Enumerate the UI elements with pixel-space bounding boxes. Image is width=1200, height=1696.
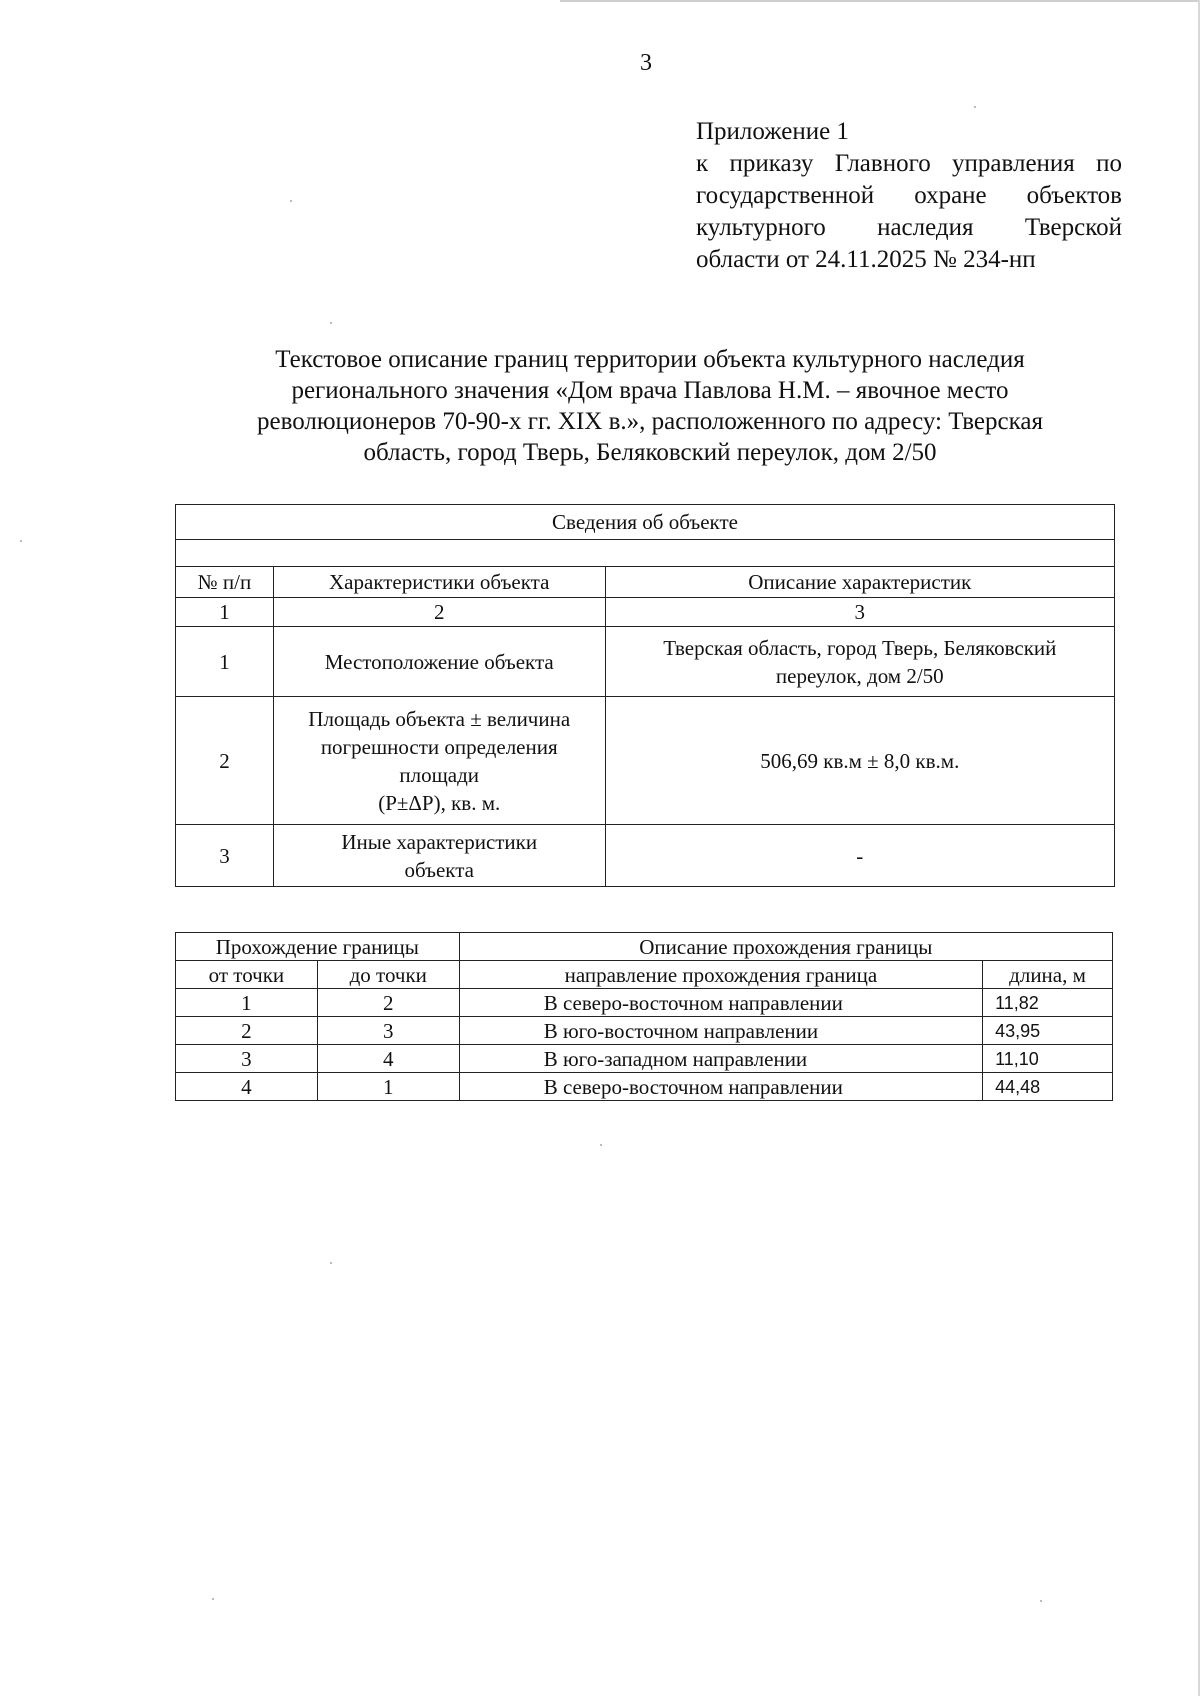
page-number: 3 — [640, 50, 652, 76]
to-point: 2 — [317, 989, 459, 1017]
appendix-line: области от 24.11.2025 № 234-нп — [696, 246, 1036, 273]
table-row — [176, 825, 1115, 887]
appendix-line: Приложение 1 — [696, 118, 849, 145]
group-header-passage: Прохождение границы — [176, 933, 460, 961]
table-row — [176, 697, 1115, 825]
direction: В северо-восточном направлении — [459, 1073, 982, 1101]
from-point: 3 — [176, 1045, 318, 1073]
direction: В юго-западном направлении — [459, 1045, 982, 1073]
cell-line: (Р±ΔР), кв. м. — [378, 790, 501, 815]
cell-line: объекта — [404, 857, 474, 882]
table-row — [176, 1017, 1113, 1045]
cell-line: погрешности определения — [320, 734, 558, 759]
row-characteristic — [273, 627, 605, 697]
cell-line: переулок, дом 2/50 — [775, 663, 944, 688]
title-line: область, город Тверь, Беляковский переулок, дом 2/50 — [363, 439, 937, 466]
row-number: 2 — [176, 697, 274, 825]
row-number: 3 — [176, 825, 274, 887]
column-header-length: длина, м — [983, 961, 1113, 989]
scan-speck — [330, 1262, 332, 1264]
scan-speck — [1040, 1600, 1042, 1602]
appendix-line: к приказу Главного управления по — [696, 150, 1122, 177]
title-line: революционеров 70-90-х гг. XIX в.», расположенного по адресу: Тверская — [257, 408, 1043, 435]
document-title — [200, 344, 1100, 468]
to-point: 3 — [317, 1017, 459, 1045]
appendix-line: культурного наследия Тверской — [696, 214, 1122, 241]
column-header-description: Описание характеристик — [605, 567, 1114, 598]
row-description — [605, 825, 1114, 887]
length: 43,95 — [983, 1017, 1113, 1045]
to-point: 1 — [317, 1073, 459, 1101]
table-row — [176, 1073, 1113, 1101]
object-info-table — [175, 504, 1115, 887]
column-number: 3 — [605, 598, 1114, 627]
length: 44,48 — [983, 1073, 1113, 1101]
appendix-line: государственной охране объектов — [696, 182, 1122, 209]
row-characteristic — [273, 697, 605, 825]
table-row — [176, 627, 1115, 697]
scan-top-edge — [560, 0, 1200, 2]
group-header-description: Описание прохождения границы — [459, 933, 1112, 961]
cell-line: Местоположение объекта — [324, 649, 554, 674]
row-characteristic — [273, 825, 605, 887]
scan-speck — [290, 200, 292, 202]
to-point: 4 — [317, 1045, 459, 1073]
column-number: 2 — [273, 598, 605, 627]
scan-speck — [600, 1144, 602, 1146]
cell-line: - — [856, 843, 864, 868]
direction: В северо-восточном направлении — [459, 989, 982, 1017]
scan-speck — [974, 106, 976, 108]
column-header-characteristic: Характеристики объекта — [273, 567, 605, 598]
cell-line: Площадь объекта ± величина — [308, 706, 571, 731]
column-header-to: до точки — [317, 961, 459, 989]
scan-speck — [212, 1598, 214, 1600]
table-row — [176, 989, 1113, 1017]
table-row — [176, 1045, 1113, 1073]
scan-speck — [20, 540, 22, 542]
length: 11,82 — [983, 989, 1113, 1017]
title-line: Текстовое описание границ территории объекта культурного наследия — [275, 346, 1025, 373]
row-number: 1 — [176, 627, 274, 697]
object-table-heading: Сведения об объекте — [176, 505, 1115, 540]
from-point: 1 — [176, 989, 318, 1017]
length: 11,10 — [983, 1045, 1113, 1073]
row-description — [605, 697, 1114, 825]
cell-line: 506,69 кв.м ± 8,0 кв.м. — [760, 748, 960, 773]
from-point: 4 — [176, 1073, 318, 1101]
scan-speck — [330, 322, 332, 324]
column-number: 1 — [176, 598, 274, 627]
title-line: регионального значения «Дом врача Павлова Н.М. – явочное место — [291, 377, 1009, 404]
from-point: 2 — [176, 1017, 318, 1045]
row-description — [605, 627, 1114, 697]
appendix-block — [696, 116, 1122, 276]
column-header-number: № п/п — [176, 567, 274, 598]
object-table-blank-row — [176, 540, 1115, 567]
boundary-table — [175, 932, 1113, 1101]
column-header-from: от точки — [176, 961, 318, 989]
cell-line: площади — [399, 762, 480, 787]
cell-line: Тверская область, город Тверь, Беляковский — [663, 635, 1057, 660]
direction: В юго-восточном направлении — [459, 1017, 982, 1045]
cell-line: Иные характеристики — [341, 829, 538, 854]
column-header-direction: направление прохождения граница — [459, 961, 982, 989]
